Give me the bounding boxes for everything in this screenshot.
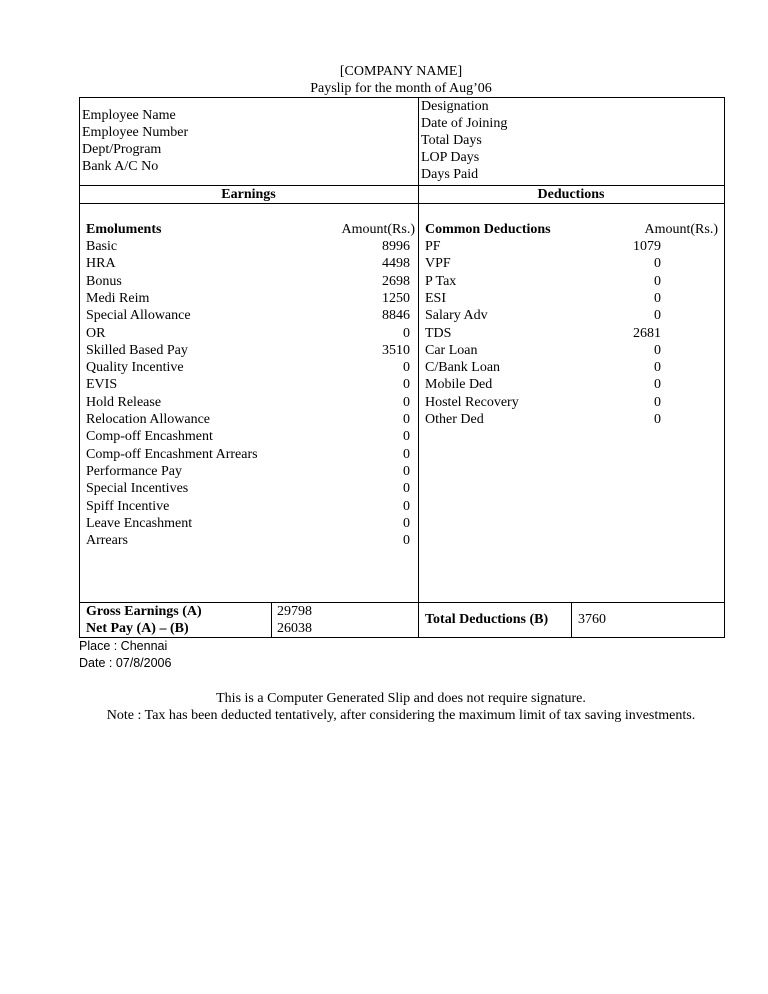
earning-row [86, 325, 410, 342]
total-deductions-value: 3760 [578, 612, 606, 627]
net-pay-label: Net Pay (A) – (B) [86, 621, 189, 636]
employee-name-label: Employee Name [82, 108, 176, 123]
earning-label: OR [86, 325, 106, 341]
computer-generated-note: This is a Computer Generated Slip and does not require signature. [216, 691, 586, 706]
deduction-label: PF [425, 239, 441, 254]
deduction-label: Hostel Recovery [425, 394, 519, 410]
company-name: [COMPANY NAME] [339, 64, 463, 79]
earning-row [86, 463, 410, 480]
earning-row [86, 411, 410, 428]
earning-label: Bonus [86, 273, 122, 289]
deduction-amount: 0 [654, 412, 661, 427]
earning-amount: 0 [403, 360, 410, 376]
earning-row [86, 446, 410, 463]
earning-row [86, 307, 410, 324]
deduction-amount: 0 [654, 308, 661, 324]
earning-row [86, 480, 410, 497]
earning-amount: 0 [403, 377, 410, 393]
deduction-amount: 0 [654, 290, 661, 306]
dept-program-label: Dept/Program [82, 142, 162, 157]
earning-amount: 8846 [382, 308, 410, 324]
tax-note: Note : Tax has been deducted tentatively, after considering the maximum limit of tax saving investments. [106, 708, 696, 723]
total-deductions-label: Total Deductions (B) [425, 612, 549, 627]
lop-days-label: LOP Days [421, 150, 480, 165]
deduction-row [425, 376, 661, 393]
deductions-header: Deductions [537, 187, 605, 202]
earning-label: Hold Release [86, 394, 162, 410]
earning-row [86, 290, 410, 307]
deduction-row [425, 359, 661, 376]
earning-label: Medi Reim [86, 290, 150, 306]
earning-amount: 0 [403, 394, 410, 410]
earning-row [86, 498, 410, 515]
deduction-label: Salary Adv [425, 308, 488, 324]
payslip-period: Payslip for the month of Aug’06 [310, 81, 492, 96]
earning-row [86, 359, 410, 376]
gross-earnings-value: 29798 [277, 604, 312, 619]
place: Place : Chennai [79, 639, 168, 653]
deduction-amount: 0 [654, 256, 661, 272]
employee-number-label: Employee Number [82, 125, 189, 140]
common-deductions-heading: Common Deductions [425, 222, 551, 237]
earning-amount: 0 [403, 412, 410, 427]
earning-label: Quality Incentive [86, 360, 184, 376]
earning-amount: 0 [403, 446, 410, 462]
deduction-row [425, 290, 661, 307]
earning-amount: 0 [403, 515, 410, 531]
emoluments-heading: Emoluments [86, 222, 162, 237]
earning-row [86, 376, 410, 393]
deduction-row [425, 325, 661, 342]
earning-amount: 8996 [382, 239, 410, 254]
earning-amount: 0 [403, 481, 410, 497]
earning-label: Leave Encashment [86, 515, 193, 531]
earning-amount: 1250 [382, 290, 410, 306]
earning-label: Spiff Incentive [86, 498, 170, 514]
earnings-header: Earnings [221, 187, 276, 202]
deduction-amount: 1079 [633, 239, 661, 254]
earning-label: Basic [86, 239, 118, 254]
earning-label: Arrears [86, 533, 128, 549]
deduction-label: ESI [425, 290, 446, 306]
deduction-label: VPF [425, 256, 451, 272]
earning-amount: 0 [403, 463, 410, 479]
deduction-label: Mobile Ded [425, 377, 493, 393]
employee-info-left [82, 107, 188, 175]
designation-label: Designation [421, 99, 489, 114]
deduction-row [425, 307, 661, 324]
earning-label: Comp-off Encashment Arrears [86, 446, 258, 462]
deduction-row [425, 394, 661, 411]
earning-label: Comp-off Encashment [86, 429, 213, 445]
earning-amount: 0 [403, 498, 410, 514]
gross-earnings-label: Gross Earnings (A) [86, 604, 202, 619]
earning-label: EVIS [86, 377, 118, 393]
deduction-label: Other Ded [425, 412, 484, 427]
earning-label: Performance Pay [86, 463, 183, 479]
earning-amount: 0 [403, 429, 410, 445]
deduction-amount: 0 [654, 360, 661, 376]
earning-amount: 3510 [382, 342, 410, 358]
deduction-amount: 2681 [633, 325, 661, 341]
date: Date : 07/8/2006 [79, 656, 172, 670]
earning-row [86, 394, 410, 411]
deduction-amount: 0 [654, 342, 661, 358]
earning-label: HRA [86, 256, 116, 272]
earning-label: Skilled Based Pay [86, 342, 188, 358]
earning-row [86, 532, 410, 549]
employee-info-right [421, 98, 507, 183]
deduction-row [425, 255, 661, 272]
total-days-label: Total Days [421, 133, 482, 148]
earning-amount: 4498 [382, 256, 410, 272]
bank-account-label: Bank A/C No [82, 159, 159, 174]
deduction-amount: 0 [654, 394, 661, 410]
earning-row [86, 238, 410, 255]
deduction-amount: 0 [654, 377, 661, 393]
deduction-row [425, 411, 661, 428]
earning-row [86, 428, 410, 445]
deduction-label: C/Bank Loan [425, 360, 501, 376]
earning-amount: 0 [403, 325, 410, 341]
earning-amount: 2698 [382, 273, 410, 289]
earning-row [86, 255, 410, 272]
earning-row [86, 273, 410, 290]
days-paid-label: Days Paid [421, 167, 479, 182]
deduction-row [425, 342, 661, 359]
net-pay-value: 26038 [277, 621, 312, 636]
earning-label: Special Allowance [86, 308, 191, 324]
deduction-row [425, 273, 661, 290]
deduction-amount: 0 [654, 273, 661, 289]
deduction-label: TDS [425, 325, 452, 341]
deductions-amount-heading: Amount(Rs.) [644, 222, 718, 237]
deduction-row [425, 238, 661, 255]
earning-row [86, 342, 410, 359]
deduction-label: Car Loan [425, 342, 478, 358]
earning-amount: 0 [403, 533, 410, 549]
earning-label: Special Incentives [86, 481, 189, 497]
deduction-label: P Tax [425, 273, 457, 289]
earnings-amount-heading: Amount(Rs.) [341, 222, 415, 237]
date-of-joining-label: Date of Joining [421, 116, 508, 131]
earning-label: Relocation Allowance [86, 412, 211, 427]
earning-row [86, 515, 410, 532]
